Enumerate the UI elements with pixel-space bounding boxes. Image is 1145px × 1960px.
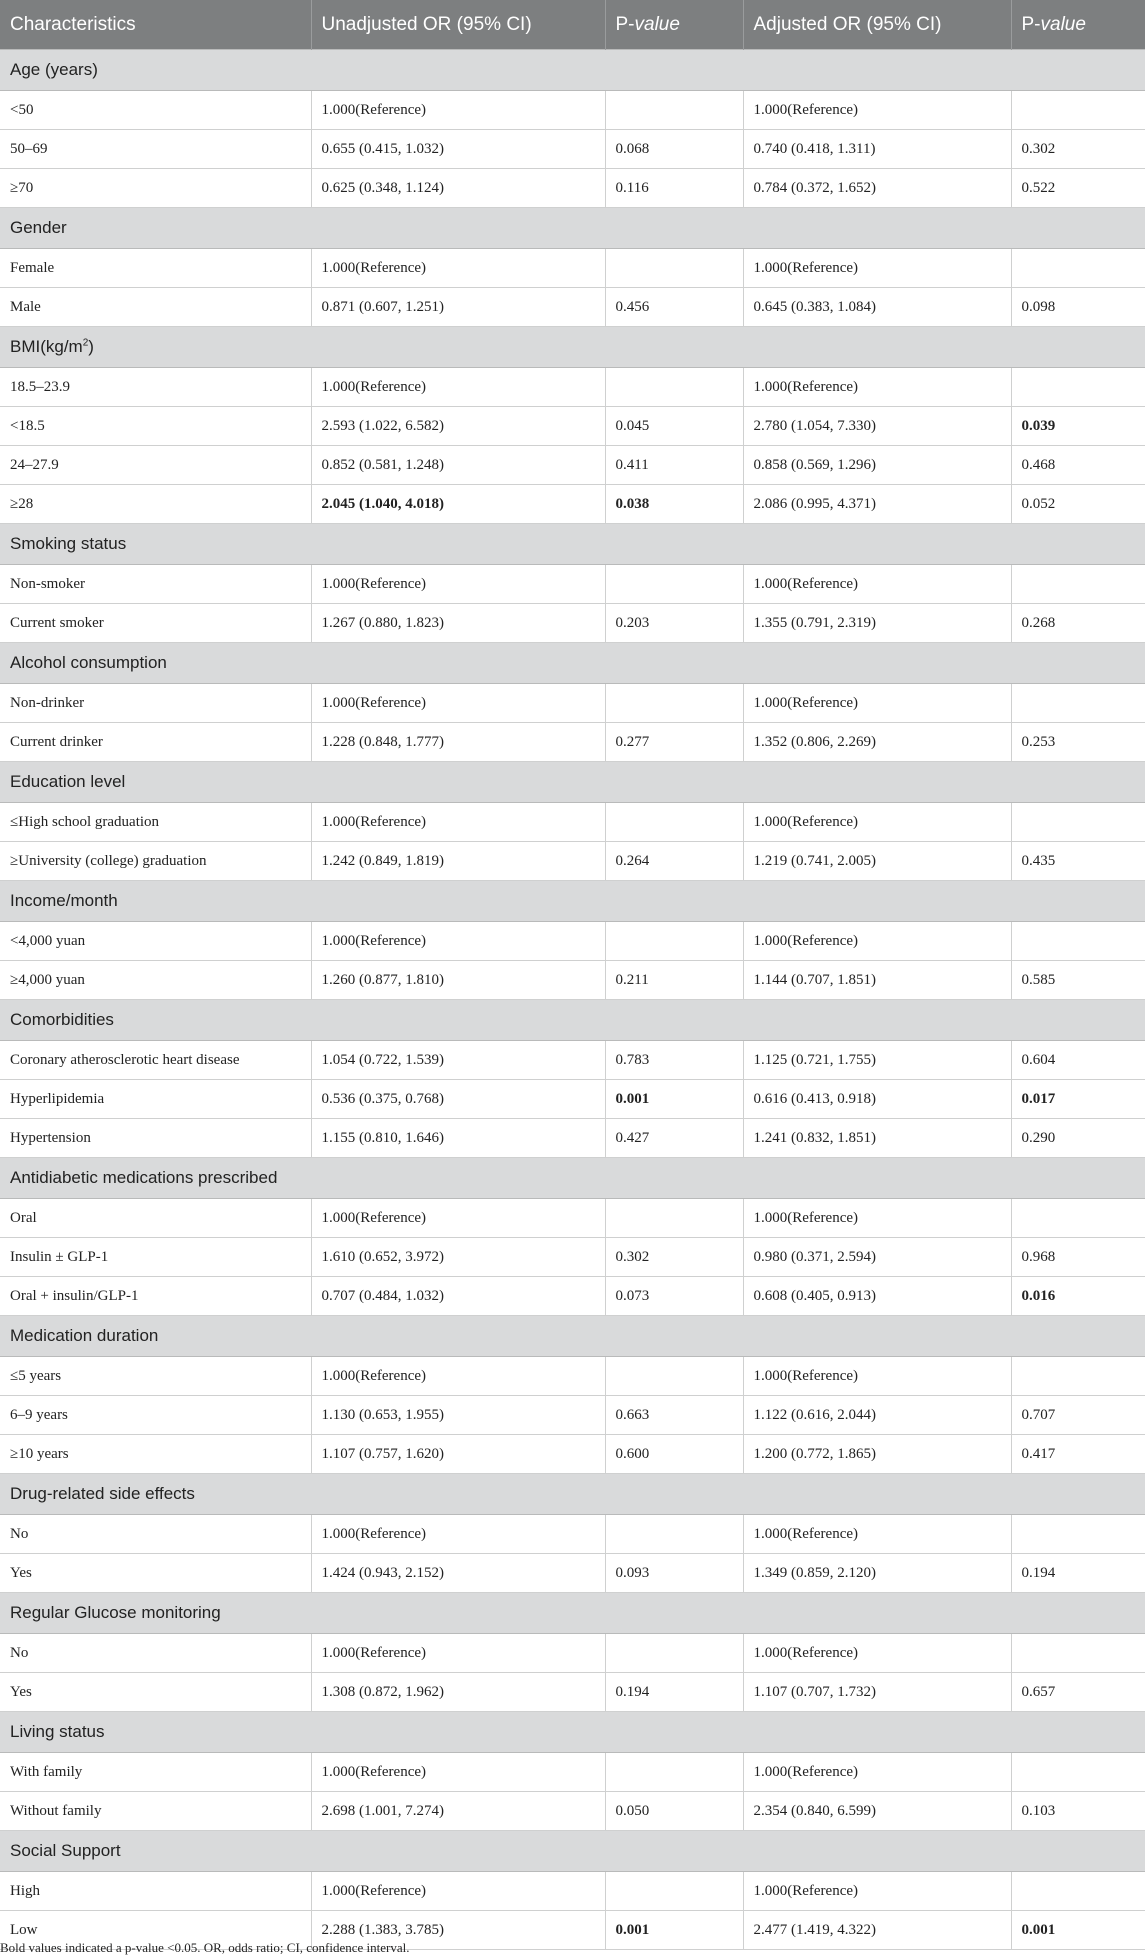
cell-p-value-unadjusted: 0.456 (605, 288, 743, 327)
group-row (0, 1831, 1145, 1872)
cell-p-value-adjusted: 0.707 (1011, 1396, 1145, 1435)
cell-characteristic: ≤High school graduation (0, 803, 311, 842)
cell-adjusted-or: 1.000(Reference) (743, 565, 1011, 604)
cell-p-value-unadjusted: 0.663 (605, 1396, 743, 1435)
cell-characteristic: Oral + insulin/GLP-1 (0, 1277, 311, 1316)
cell-adjusted-or: 0.740 (0.418, 1.311) (743, 130, 1011, 169)
cell-characteristic: Oral (0, 1199, 311, 1238)
cell-unadjusted-or: 1.000(Reference) (311, 565, 605, 604)
cell-p-value-adjusted (1011, 1357, 1145, 1396)
cell-p-value-unadjusted: 0.211 (605, 961, 743, 1000)
table-row (0, 1872, 1145, 1911)
table-row (0, 1634, 1145, 1673)
group-title: $BMI(kg/m^2)$ (0, 327, 1145, 368)
cell-p-value-unadjusted (605, 1753, 743, 1792)
cell-p-value-unadjusted: 0.302 (605, 1238, 743, 1277)
cell-p-value-adjusted: 0.253 (1011, 723, 1145, 762)
group-title: Regular Glucose monitoring (0, 1593, 1145, 1634)
cell-p-value-unadjusted (605, 1634, 743, 1673)
cell-characteristic: Hyperlipidemia (0, 1080, 311, 1119)
cell-unadjusted-or: 0.536 (0.375, 0.768) (311, 1080, 605, 1119)
group-title: Income/month (0, 881, 1145, 922)
table-row (0, 1080, 1145, 1119)
cell-unadjusted-or: 1.000(Reference) (311, 1634, 605, 1673)
cell-characteristic: High (0, 1872, 311, 1911)
cell-characteristic: ≥28 (0, 485, 311, 524)
cell-characteristic: <50 (0, 91, 311, 130)
table-row (0, 1357, 1145, 1396)
cell-unadjusted-or: 1.130 (0.653, 1.955) (311, 1396, 605, 1435)
cell-p-value-unadjusted (605, 803, 743, 842)
cell-unadjusted-or: 1.000(Reference) (311, 91, 605, 130)
table-row (0, 446, 1145, 485)
cell-p-value-adjusted (1011, 1199, 1145, 1238)
cell-p-value-adjusted: 0.290 (1011, 1119, 1145, 1158)
group-row (0, 327, 1145, 368)
header-p-value-1: P-value (605, 0, 743, 50)
cell-adjusted-or: 1.000(Reference) (743, 1753, 1011, 1792)
cell-p-value-unadjusted: 0.277 (605, 723, 743, 762)
cell-adjusted-or: 1.241 (0.832, 1.851) (743, 1119, 1011, 1158)
cell-adjusted-or: 0.608 (0.405, 0.913) (743, 1277, 1011, 1316)
table-row (0, 1435, 1145, 1474)
cell-adjusted-or: 1.122 (0.616, 2.044) (743, 1396, 1011, 1435)
cell-unadjusted-or: 1.000(Reference) (311, 1872, 605, 1911)
cell-p-value-adjusted: 0.585 (1011, 961, 1145, 1000)
cell-p-value-unadjusted: 0.038 (605, 485, 743, 524)
cell-characteristic: No (0, 1634, 311, 1673)
table-row (0, 723, 1145, 762)
cell-unadjusted-or: 0.852 (0.581, 1.248) (311, 446, 605, 485)
group-row (0, 208, 1145, 249)
cell-characteristic: Male (0, 288, 311, 327)
cell-p-value-adjusted (1011, 1753, 1145, 1792)
table-row (0, 485, 1145, 524)
cell-p-value-adjusted: 0.435 (1011, 842, 1145, 881)
table-row (0, 249, 1145, 288)
cell-unadjusted-or: 1.054 (0.722, 1.539) (311, 1041, 605, 1080)
cell-characteristic: Without family (0, 1792, 311, 1831)
cell-p-value-unadjusted (605, 91, 743, 130)
cell-p-value-adjusted (1011, 684, 1145, 723)
cell-characteristic: With family (0, 1753, 311, 1792)
cell-p-value-adjusted: 0.103 (1011, 1792, 1145, 1831)
header-row (0, 0, 1145, 50)
cell-unadjusted-or: 1.000(Reference) (311, 1357, 605, 1396)
header-p-value-2: P-value (1011, 0, 1145, 50)
cell-p-value-adjusted (1011, 368, 1145, 407)
cell-p-value-adjusted: 0.052 (1011, 485, 1145, 524)
cell-characteristic: ≥4,000 yuan (0, 961, 311, 1000)
cell-adjusted-or: 1.000(Reference) (743, 803, 1011, 842)
cell-p-value-unadjusted: 0.068 (605, 130, 743, 169)
table-row (0, 1277, 1145, 1316)
table-row (0, 684, 1145, 723)
group-title: Education level (0, 762, 1145, 803)
table-row (0, 1119, 1145, 1158)
group-row (0, 1000, 1145, 1041)
cell-adjusted-or: 1.000(Reference) (743, 684, 1011, 723)
cell-adjusted-or: 1.000(Reference) (743, 249, 1011, 288)
cell-adjusted-or: 1.000(Reference) (743, 1357, 1011, 1396)
cell-unadjusted-or: 0.707 (0.484, 1.032) (311, 1277, 605, 1316)
cell-p-value-unadjusted: 0.093 (605, 1554, 743, 1593)
cell-characteristic: <18.5 (0, 407, 311, 446)
cell-p-value-adjusted: 0.468 (1011, 446, 1145, 485)
cell-adjusted-or: 0.616 (0.413, 0.918) (743, 1080, 1011, 1119)
cell-adjusted-or: 2.477 (1.419, 4.322) (743, 1911, 1011, 1950)
cell-adjusted-or: 1.000(Reference) (743, 368, 1011, 407)
group-title: Social Support (0, 1831, 1145, 1872)
group-row (0, 1316, 1145, 1357)
cell-characteristic: ≥10 years (0, 1435, 311, 1474)
table-row (0, 1554, 1145, 1593)
table-row (0, 368, 1145, 407)
group-row (0, 762, 1145, 803)
table-row (0, 130, 1145, 169)
cell-unadjusted-or: 1.155 (0.810, 1.646) (311, 1119, 605, 1158)
cell-unadjusted-or: 1.000(Reference) (311, 684, 605, 723)
group-title: Gender (0, 208, 1145, 249)
cell-p-value-adjusted: 0.522 (1011, 169, 1145, 208)
cell-p-value-adjusted: 0.001 (1011, 1911, 1145, 1950)
cell-unadjusted-or: 0.655 (0.415, 1.032) (311, 130, 605, 169)
cell-adjusted-or: 1.107 (0.707, 1.732) (743, 1673, 1011, 1712)
table-body (0, 50, 1145, 1950)
cell-characteristic: Female (0, 249, 311, 288)
cell-adjusted-or: 1.000(Reference) (743, 922, 1011, 961)
cell-p-value-unadjusted: 0.073 (605, 1277, 743, 1316)
group-row (0, 50, 1145, 91)
cell-unadjusted-or: 2.045 (1.040, 4.018) (311, 485, 605, 524)
cell-unadjusted-or: 1.000(Reference) (311, 1753, 605, 1792)
cell-p-value-unadjusted (605, 922, 743, 961)
table-row (0, 169, 1145, 208)
cell-p-value-adjusted: 0.657 (1011, 1673, 1145, 1712)
cell-p-value-unadjusted (605, 368, 743, 407)
cell-adjusted-or: 1.000(Reference) (743, 1199, 1011, 1238)
group-title: Age (years) (0, 50, 1145, 91)
cell-adjusted-or: 1.000(Reference) (743, 1634, 1011, 1673)
table-row (0, 922, 1145, 961)
cell-p-value-adjusted (1011, 922, 1145, 961)
cell-p-value-adjusted: 0.968 (1011, 1238, 1145, 1277)
cell-p-value-adjusted: 0.417 (1011, 1435, 1145, 1474)
group-row (0, 1712, 1145, 1753)
header-unadjusted-or: Unadjusted OR (95% CI) (311, 0, 605, 50)
cell-p-value-adjusted (1011, 249, 1145, 288)
cell-characteristic: Yes (0, 1673, 311, 1712)
cell-p-value-adjusted: 0.194 (1011, 1554, 1145, 1593)
cell-unadjusted-or: 2.698 (1.001, 7.274) (311, 1792, 605, 1831)
cell-adjusted-or: 1.000(Reference) (743, 1515, 1011, 1554)
cell-p-value-adjusted: 0.016 (1011, 1277, 1145, 1316)
group-row (0, 1158, 1145, 1199)
cell-p-value-unadjusted: 0.001 (605, 1911, 743, 1950)
group-row (0, 1593, 1145, 1634)
table-row (0, 1396, 1145, 1435)
cell-p-value-unadjusted: 0.600 (605, 1435, 743, 1474)
table-row (0, 288, 1145, 327)
cell-p-value-unadjusted: 0.045 (605, 407, 743, 446)
group-title: Living status (0, 1712, 1145, 1753)
cell-p-value-unadjusted: 0.411 (605, 446, 743, 485)
cell-p-value-unadjusted: 0.203 (605, 604, 743, 643)
table-row (0, 803, 1145, 842)
cell-p-value-unadjusted (605, 1515, 743, 1554)
table-row (0, 842, 1145, 881)
cell-unadjusted-or: 2.288 (1.383, 3.785) (311, 1911, 605, 1950)
cell-p-value-adjusted (1011, 1872, 1145, 1911)
cell-p-value-adjusted: 0.302 (1011, 130, 1145, 169)
cell-characteristic: Yes (0, 1554, 311, 1593)
cell-p-value-adjusted (1011, 565, 1145, 604)
cell-characteristic: 50–69 (0, 130, 311, 169)
cell-unadjusted-or: 1.228 (0.848, 1.777) (311, 723, 605, 762)
table-row (0, 91, 1145, 130)
cell-unadjusted-or: 1.267 (0.880, 1.823) (311, 604, 605, 643)
table-row (0, 1238, 1145, 1277)
group-row (0, 524, 1145, 565)
cell-p-value-unadjusted: 0.264 (605, 842, 743, 881)
cell-unadjusted-or: 1.000(Reference) (311, 922, 605, 961)
cell-p-value-unadjusted: 0.427 (605, 1119, 743, 1158)
cell-p-value-unadjusted (605, 1357, 743, 1396)
header-characteristics: Characteristics (0, 0, 311, 50)
cell-p-value-adjusted: 0.604 (1011, 1041, 1145, 1080)
group-title: Comorbidities (0, 1000, 1145, 1041)
cell-unadjusted-or: 1.308 (0.872, 1.962) (311, 1673, 605, 1712)
group-row (0, 881, 1145, 922)
cell-p-value-unadjusted (605, 1872, 743, 1911)
cell-unadjusted-or: 1.000(Reference) (311, 803, 605, 842)
table-row (0, 604, 1145, 643)
cell-p-value-adjusted (1011, 1634, 1145, 1673)
cell-characteristic: Current drinker (0, 723, 311, 762)
cell-characteristic: ≥70 (0, 169, 311, 208)
cell-characteristic: Non-smoker (0, 565, 311, 604)
table-row (0, 407, 1145, 446)
cell-p-value-unadjusted: 0.050 (605, 1792, 743, 1831)
cell-characteristic: 6–9 years (0, 1396, 311, 1435)
cell-p-value-adjusted (1011, 1515, 1145, 1554)
cell-unadjusted-or: 1.000(Reference) (311, 1515, 605, 1554)
cell-unadjusted-or: 1.610 (0.652, 3.972) (311, 1238, 605, 1277)
cell-unadjusted-or: 2.593 (1.022, 6.582) (311, 407, 605, 446)
cell-adjusted-or: 0.980 (0.371, 2.594) (743, 1238, 1011, 1277)
table-row (0, 1515, 1145, 1554)
table-row (0, 565, 1145, 604)
cell-adjusted-or: 1.355 (0.791, 2.319) (743, 604, 1011, 643)
cell-p-value-unadjusted: 0.783 (605, 1041, 743, 1080)
cell-p-value-unadjusted (605, 249, 743, 288)
cell-adjusted-or: 0.645 (0.383, 1.084) (743, 288, 1011, 327)
table-row (0, 1199, 1145, 1238)
cell-adjusted-or: 0.784 (0.372, 1.652) (743, 169, 1011, 208)
cell-characteristic: Insulin ± GLP-1 (0, 1238, 311, 1277)
cell-adjusted-or: 1.000(Reference) (743, 91, 1011, 130)
cell-adjusted-or: 1.000(Reference) (743, 1872, 1011, 1911)
cell-unadjusted-or: 1.260 (0.877, 1.810) (311, 961, 605, 1000)
cell-p-value-adjusted (1011, 803, 1145, 842)
cell-p-value-unadjusted (605, 1199, 743, 1238)
cell-unadjusted-or: 1.000(Reference) (311, 368, 605, 407)
cell-characteristic: No (0, 1515, 311, 1554)
group-title: Alcohol consumption (0, 643, 1145, 684)
cell-adjusted-or: 2.780 (1.054, 7.330) (743, 407, 1011, 446)
cell-p-value-unadjusted: 0.116 (605, 169, 743, 208)
cell-unadjusted-or: 1.242 (0.849, 1.819) (311, 842, 605, 881)
cell-characteristic: Low (0, 1911, 311, 1950)
table-row (0, 1673, 1145, 1712)
group-title: Medication duration (0, 1316, 1145, 1357)
cell-unadjusted-or: 0.871 (0.607, 1.251) (311, 288, 605, 327)
cell-p-value-adjusted: 0.268 (1011, 604, 1145, 643)
cell-p-value-adjusted: 0.039 (1011, 407, 1145, 446)
group-title: Antidiabetic medications prescribed (0, 1158, 1145, 1199)
table-row (0, 1792, 1145, 1831)
cell-characteristic: Current smoker (0, 604, 311, 643)
cell-characteristic: Non-drinker (0, 684, 311, 723)
cell-adjusted-or: 1.352 (0.806, 2.269) (743, 723, 1011, 762)
cell-characteristic: 18.5–23.9 (0, 368, 311, 407)
group-row (0, 1474, 1145, 1515)
cell-adjusted-or: 1.200 (0.772, 1.865) (743, 1435, 1011, 1474)
cell-adjusted-or: 1.125 (0.721, 1.755) (743, 1041, 1011, 1080)
header-adjusted-or: Adjusted OR (95% CI) (743, 0, 1011, 50)
cell-adjusted-or: 2.354 (0.840, 6.599) (743, 1792, 1011, 1831)
group-title: Drug-related side effects (0, 1474, 1145, 1515)
cell-adjusted-or: 1.219 (0.741, 2.005) (743, 842, 1011, 881)
cell-p-value-unadjusted (605, 684, 743, 723)
cell-characteristic: ≤5 years (0, 1357, 311, 1396)
group-title: Smoking status (0, 524, 1145, 565)
cell-characteristic: Hypertension (0, 1119, 311, 1158)
cell-p-value-unadjusted: 0.001 (605, 1080, 743, 1119)
cell-adjusted-or: 1.349 (0.859, 2.120) (743, 1554, 1011, 1593)
footnote: Bold values indicated a p-value <0.05. OR, odds ratio; CI, confidence interval. (0, 1940, 410, 1955)
cell-unadjusted-or: 0.625 (0.348, 1.124) (311, 169, 605, 208)
cell-p-value-unadjusted (605, 565, 743, 604)
cell-unadjusted-or: 1.000(Reference) (311, 249, 605, 288)
cell-p-value-adjusted: 0.098 (1011, 288, 1145, 327)
cell-adjusted-or: 2.086 (0.995, 4.371) (743, 485, 1011, 524)
cell-characteristic: Coronary atherosclerotic heart disease (0, 1041, 311, 1080)
cell-p-value-adjusted (1011, 91, 1145, 130)
cell-p-value-adjusted: 0.017 (1011, 1080, 1145, 1119)
cell-unadjusted-or: 1.424 (0.943, 2.152) (311, 1554, 605, 1593)
group-row (0, 643, 1145, 684)
cell-p-value-unadjusted: 0.194 (605, 1673, 743, 1712)
cell-adjusted-or: 1.144 (0.707, 1.851) (743, 961, 1011, 1000)
cell-adjusted-or: 0.858 (0.569, 1.296) (743, 446, 1011, 485)
table-row (0, 1041, 1145, 1080)
cell-unadjusted-or: 1.107 (0.757, 1.620) (311, 1435, 605, 1474)
cell-unadjusted-or: 1.000(Reference) (311, 1199, 605, 1238)
table-row (0, 1753, 1145, 1792)
cell-characteristic: <4,000 yuan (0, 922, 311, 961)
cell-characteristic: 24–27.9 (0, 446, 311, 485)
cell-characteristic: ≥University (college) graduation (0, 842, 311, 881)
table-row (0, 961, 1145, 1000)
